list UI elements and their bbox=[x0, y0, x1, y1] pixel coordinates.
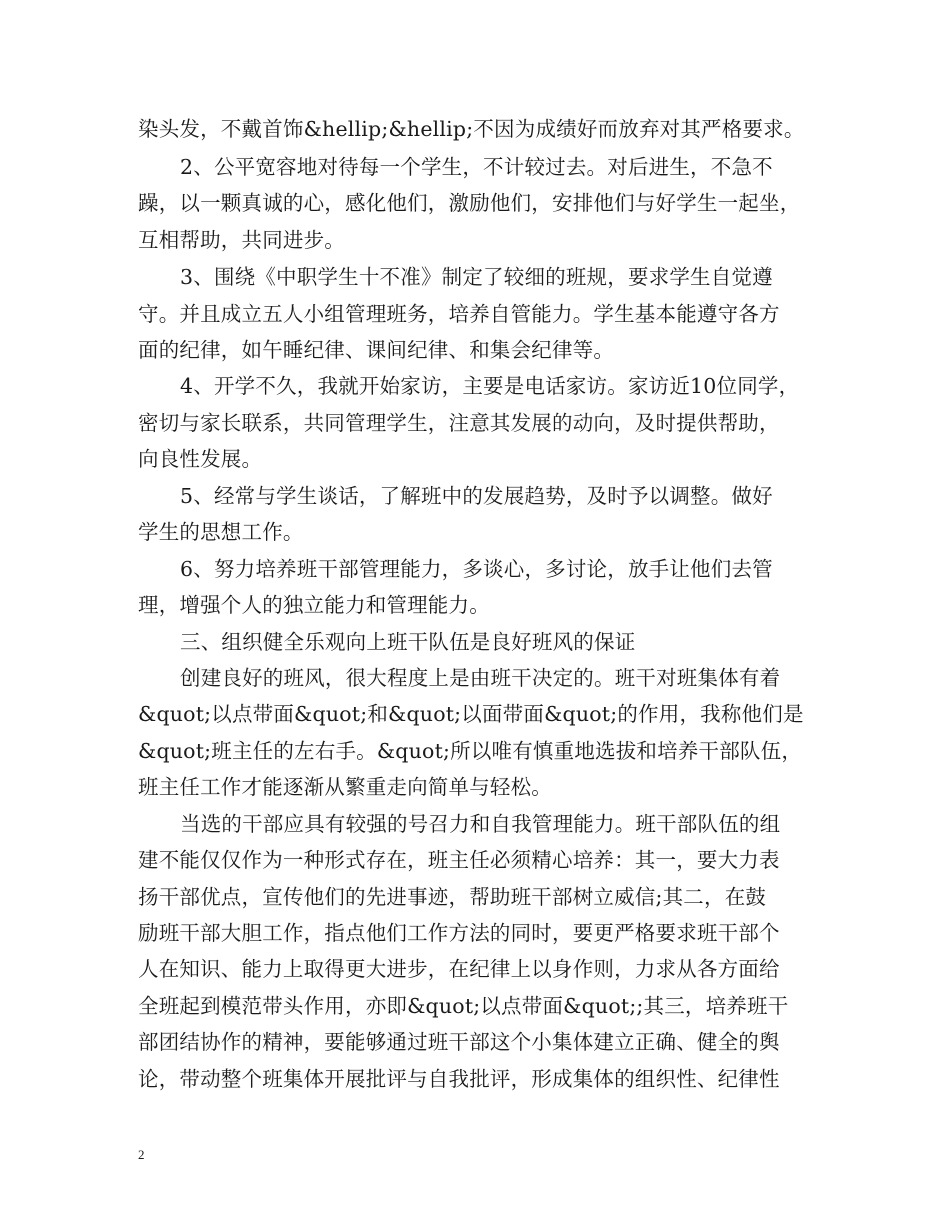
text-line: 5、经常与学生谈话，了解班中的发展趋势，及时予以调整。做好 bbox=[180, 484, 773, 508]
text-line: 面的纪律，如午睡纪律、课间纪律、和集会纪律等。 bbox=[138, 338, 615, 362]
text-line: &quot;以点带面&quot;和&quot;以面带面&quot;的作用，我称他们是 bbox=[138, 702, 804, 726]
text-line: 励班干部大胆工作，指点他们工作方法的同时，要更严格要求班干部个 bbox=[138, 921, 780, 945]
section-heading: 三、组织健全乐观向上班干队伍是良好班风的保证 bbox=[180, 630, 636, 654]
text-line: 当选的干部应具有较强的号召力和自我管理能力。班干部队伍的组 bbox=[180, 812, 781, 836]
text-line: 躁，以一颗真诚的心，感化他们，激励他们，安排他们与好学生一起坐， bbox=[138, 191, 801, 215]
text-line: 3、围绕《中职学生十不准》制定了较细的班规，要求学生自觉遵 bbox=[180, 265, 773, 289]
text-line: 全班起到模范带头作用，亦即&quot;以点带面&quot;;其三，培养班干 bbox=[138, 994, 789, 1018]
text-line: 部团结协作的精神，要能够通过班干部这个小集体建立正确、健全的舆 bbox=[138, 1030, 780, 1054]
text-line: 扬干部优点，宣传他们的先进事迹，帮助班干部树立威信;其二，在鼓 bbox=[138, 885, 767, 909]
text-line: 守。并且成立五人小组管理班务，培养自管能力。学生基本能遵守各方 bbox=[138, 302, 780, 326]
text-line: 2、公平宽容地对待每一个学生，不计较过去。对后进生，不急不 bbox=[180, 155, 773, 179]
page-number: 2 bbox=[138, 1147, 145, 1162]
text-line: 向良性发展。 bbox=[138, 447, 263, 471]
text-line: 人在知识、能力上取得更大进步，在纪律上以身作则，力求从各方面给 bbox=[138, 957, 780, 981]
text-line: 班主任工作才能逐渐从繁重走向简单与轻松。 bbox=[138, 775, 552, 799]
text-line: &quot;班主任的左右手。&quot;所以唯有慎重地选拔和培养干部队伍， bbox=[138, 739, 803, 763]
text-line: 学生的思想工作。 bbox=[138, 520, 304, 544]
text-line: 创建良好的班风，很大程度上是由班干决定的。班干对班集体有着 bbox=[180, 666, 781, 690]
text-line: 理，增强个人的独立能力和管理能力。 bbox=[138, 593, 490, 617]
text-line: 4、开学不久，我就开始家访，主要是电话家访。家访近10位同学， bbox=[180, 374, 800, 398]
text-line: 密切与家长联系，共同管理学生，注意其发展的动向，及时提供帮助， bbox=[138, 411, 780, 435]
text-line: 互相帮助，共同进步。 bbox=[138, 228, 345, 252]
text-line: 6、努力培养班干部管理能力，多谈心，多讨论，放手让他们去管 bbox=[180, 557, 773, 581]
text-line: 论，带动整个班集体开展批评与自我批评，形成集体的组织性、纪律性 bbox=[138, 1067, 780, 1091]
text-line: 染头发，不戴首饰&hellip;&hellip;不因为成绩好而放弃对其严格要求。 bbox=[138, 117, 805, 141]
text-line: 建不能仅仅作为一种形式存在，班主任必须精心培养：其一，要大力表 bbox=[138, 848, 780, 872]
